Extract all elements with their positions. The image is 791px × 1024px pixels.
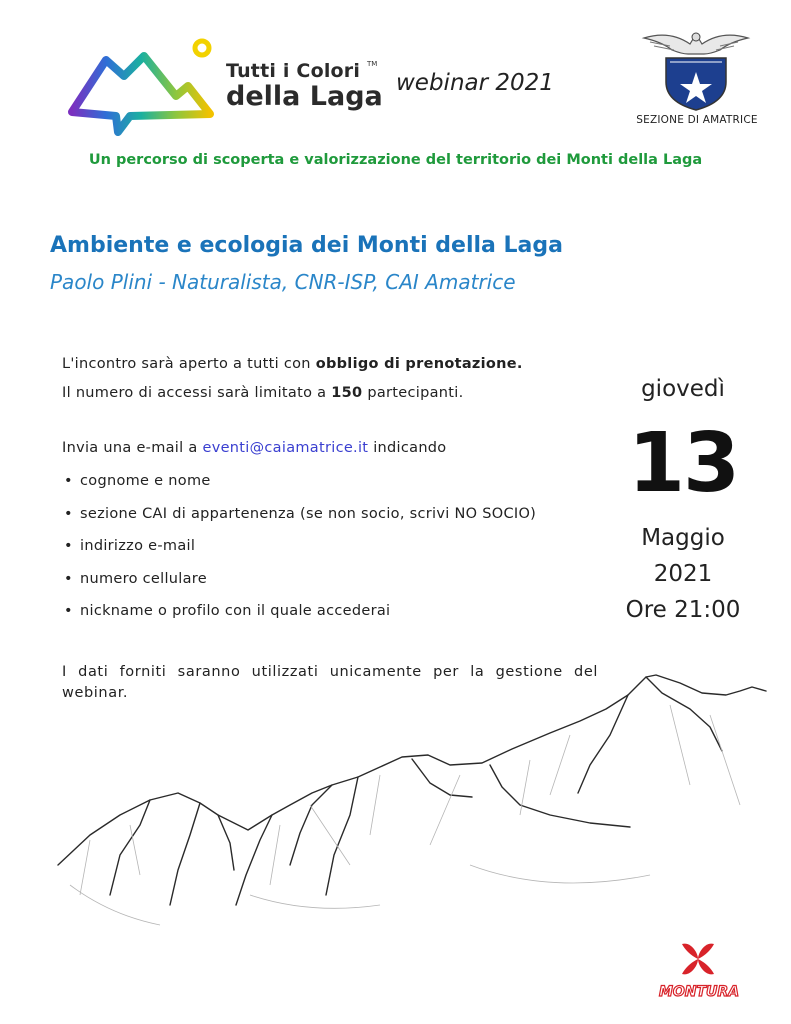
list-item: • cognome e nome: [62, 473, 536, 506]
logo-line2: della Laga: [226, 80, 383, 112]
email-suffix: indicando: [368, 440, 447, 456]
date-month: Maggio: [641, 525, 725, 551]
list-item: • indirizzo e-mail: [62, 538, 536, 571]
cai-eagle-emblem-icon: [640, 24, 752, 112]
date-day: 13: [627, 416, 739, 511]
mountain-sketch-illustration: [50, 665, 770, 995]
svg-text:MONTURA: MONTURA: [658, 984, 740, 1000]
limit-suffix: partecipanti.: [362, 385, 464, 401]
tagline: Un percorso di scoperta e valorizzazione del territorio dei Monti della Laga: [88, 152, 703, 168]
date-time: Ore 21:00: [625, 597, 741, 623]
montura-logo-icon: [678, 940, 718, 978]
montura-wordmark-icon: [648, 982, 750, 1000]
booking-prefix: L'incontro sarà aperto a tutti con: [62, 356, 316, 372]
required-info-list: [62, 473, 536, 636]
date-weekday: giovedì: [641, 376, 725, 402]
list-item: • numero cellulare: [62, 571, 536, 604]
tutti-i-colori-logo-icon: [66, 36, 216, 136]
webinar-subtitle: webinar 2021: [396, 70, 554, 96]
limit-number: 150: [331, 385, 363, 401]
logo-line1: Tutti i Colori: [226, 60, 361, 82]
date-year: 2021: [653, 561, 713, 587]
booking-bold: obbligo di prenotazione.: [315, 356, 523, 372]
participant-limit: [62, 385, 464, 401]
email-prefix: Invia una e-mail a: [62, 440, 203, 456]
email-instruction: [62, 440, 446, 456]
list-item: • sezione CAI di appartenenza (se non socio, scrivi NO SOCIO): [62, 506, 536, 539]
logo-wordmark: [226, 62, 383, 111]
email-link[interactable]: eventi@caiamatrice.it: [202, 440, 369, 456]
booking-requirement: [62, 356, 523, 372]
cai-section-caption: SEZIONE DI AMATRICE: [636, 114, 758, 126]
list-item: • nickname o profilo con il quale accederai: [62, 603, 536, 636]
talk-title: Ambiente e ecologia dei Monti della Laga: [50, 233, 563, 258]
limit-prefix: Il numero di accessi sarà limitato a: [62, 385, 332, 401]
privacy-note: I dati forniti saranno utilizzati unicamente per la gestione del webinar.: [62, 664, 598, 701]
talk-speaker: Paolo Plini - Naturalista, CNR-ISP, CAI Amatrice: [50, 270, 516, 294]
logo-trademark: TM: [367, 60, 378, 68]
